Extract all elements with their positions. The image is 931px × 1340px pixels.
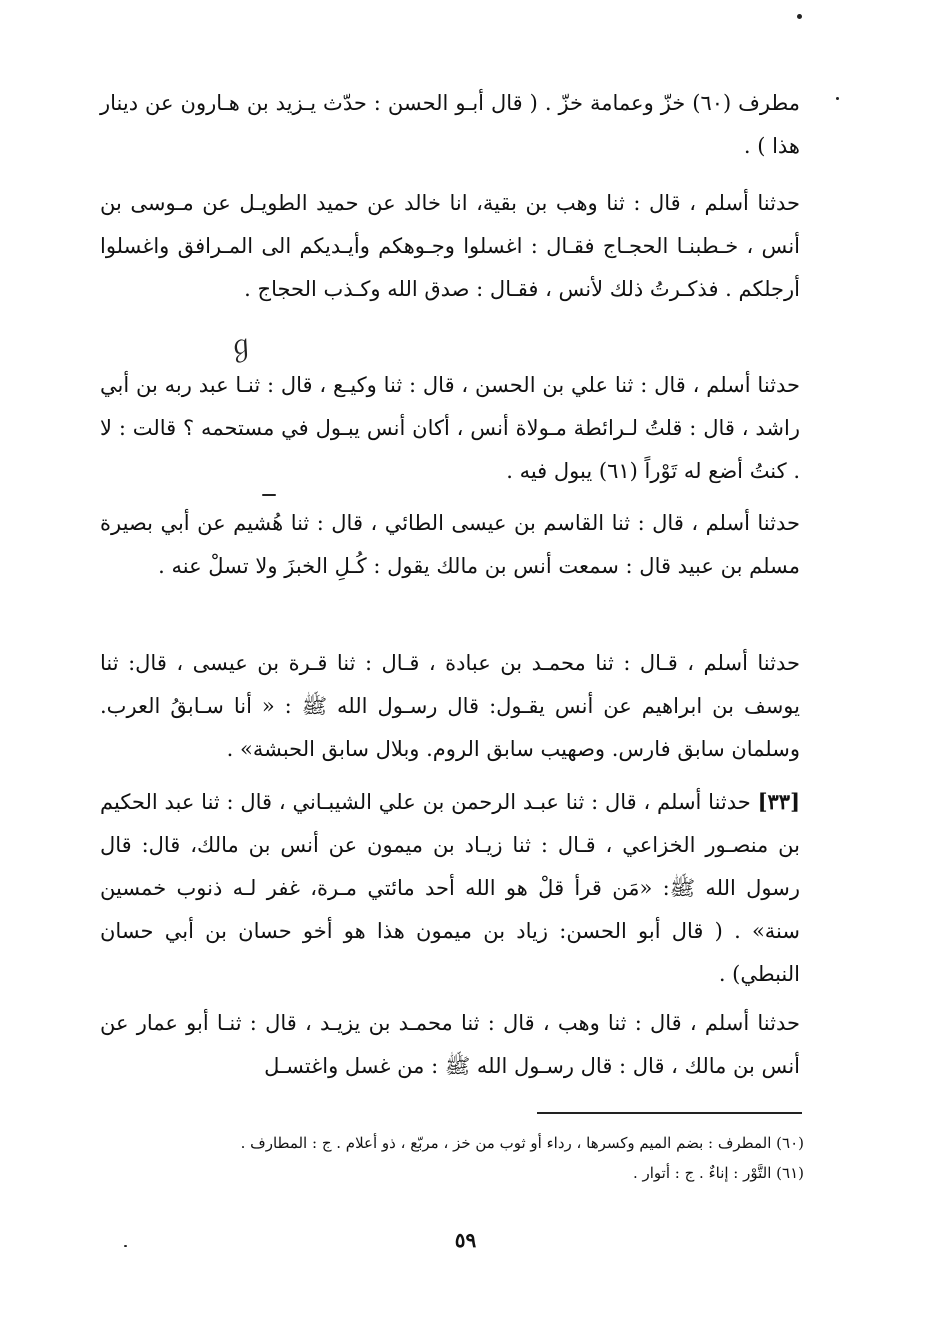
paragraph-text: حدثنا أسلم ، قال : ثنا وهب ، قال : ثنا محمـد بن يزيـد ، قال : ثنـا أبو عمار عن أنس بن مالك ، قال : قال رسـول الله ﷺ : من غسل واغتسـل	[100, 1011, 800, 1078]
paragraph-text	[100, 780, 800, 996]
pen-mark: ℊ	[222, 325, 259, 366]
scan-speck	[836, 97, 839, 100]
scan-speck	[797, 14, 802, 19]
paragraph-body: حدثنا أسلم ، قال : ثنا عبـد الرحمن بن علي الشيبـاني ، قال : ثنا عبد الحكيم بن منصـور الخزاعي ، قـال : ثنا زيـاد بن ميمون عن أنس بن مالك، قال: قال رسول الله ﷺ: «مَن قرأ قلْ هو الله أحد مائتي مـرة، غفر لـه ذنوب خمسين سنة» . ( قال أبو الحسن: زياد بن ميمون هذا هو أخو حسان بن أبي حسان النبطي) .	[100, 790, 800, 986]
paragraph-5	[100, 642, 800, 771]
footnote-divider	[537, 1112, 802, 1114]
scan-speck	[124, 1245, 127, 1247]
paragraph-text: حدثنا أسلم ، قـال : ثنا محمـد بن عبادة ، قـال : ثنا قـرة بن عيسى ، قال: ثنا يوسف بن ابراهيم عن أنس يقـول: قال رسـول الله ﷺ : « أنا سـابقُ العرب. وسلمان سابق فارس. وصهيب سابق الروم. وبلال سابق الحبشة» .	[100, 651, 800, 761]
paragraph-text: مطرف (٦٠) خزّ وعمامة خزّ . ( قال أبـو الحسن : حدّث يـزيد بن هـارون عن دينار هذا ) .	[100, 91, 800, 158]
page-number: ٥٩	[454, 1228, 477, 1252]
paragraph-text: حدثنا أسلم ، قال : ثنا القاسم بن عيسى الطائي ، قال : ثنا هُشيم عن أبي بصيرة مسلم بن عبيد قال : سمعت أنس بن مالك يقول : كُـلِ الخبزَ ولا تسلْ عنه .	[100, 511, 800, 578]
footnotes	[100, 1128, 804, 1188]
paragraph-text: حدثنا أسلم ، قال : ثنا علي بن الحسن ، قال : ثنا وكيـع ، قال : ثنـا عبد ربه بن أبي راشد ، قال : قلتُ لـرائطة مـولاة أنس ، أكان أنس يبـول في مستحمه ؟ قالت : لا . كنتُ أضع له تَوْراً (٦١) يبول فيه .	[100, 373, 800, 483]
paragraph-4	[100, 502, 800, 588]
paragraph-6	[100, 780, 800, 996]
hadith-number: [٣٣]	[757, 789, 800, 814]
paragraph-text: حدثنا أسلم ، قال : ثنا وهب بن بقية، انا خالد عن حميد الطويـل عن مـوسى بن أنس ، خـطبنـا الحجـاج فقـال : اغسلوا وجـوهكم وأيـديكم الى المـرافق واغسلوا أرجلكم . فذكـرتُ ذلك لأنس ، فقـال : صدق الله وكـذب الحجاج .	[100, 191, 800, 301]
paragraph-7	[100, 1002, 800, 1088]
paragraph-1	[100, 82, 800, 168]
paragraph-3	[100, 364, 800, 493]
footnote-60: (٦٠) المطرف : بضم الميم وكسرها ، رداء أو ثوب من خز ، مربّع ، ذو أعلام . ج : المطارف .	[240, 1134, 804, 1152]
scan-speck	[262, 494, 276, 496]
paragraph-2	[100, 182, 800, 311]
footnote-61: (٦١) التَّوْر : إناءٌ . ج : أتوار .	[632, 1164, 804, 1182]
